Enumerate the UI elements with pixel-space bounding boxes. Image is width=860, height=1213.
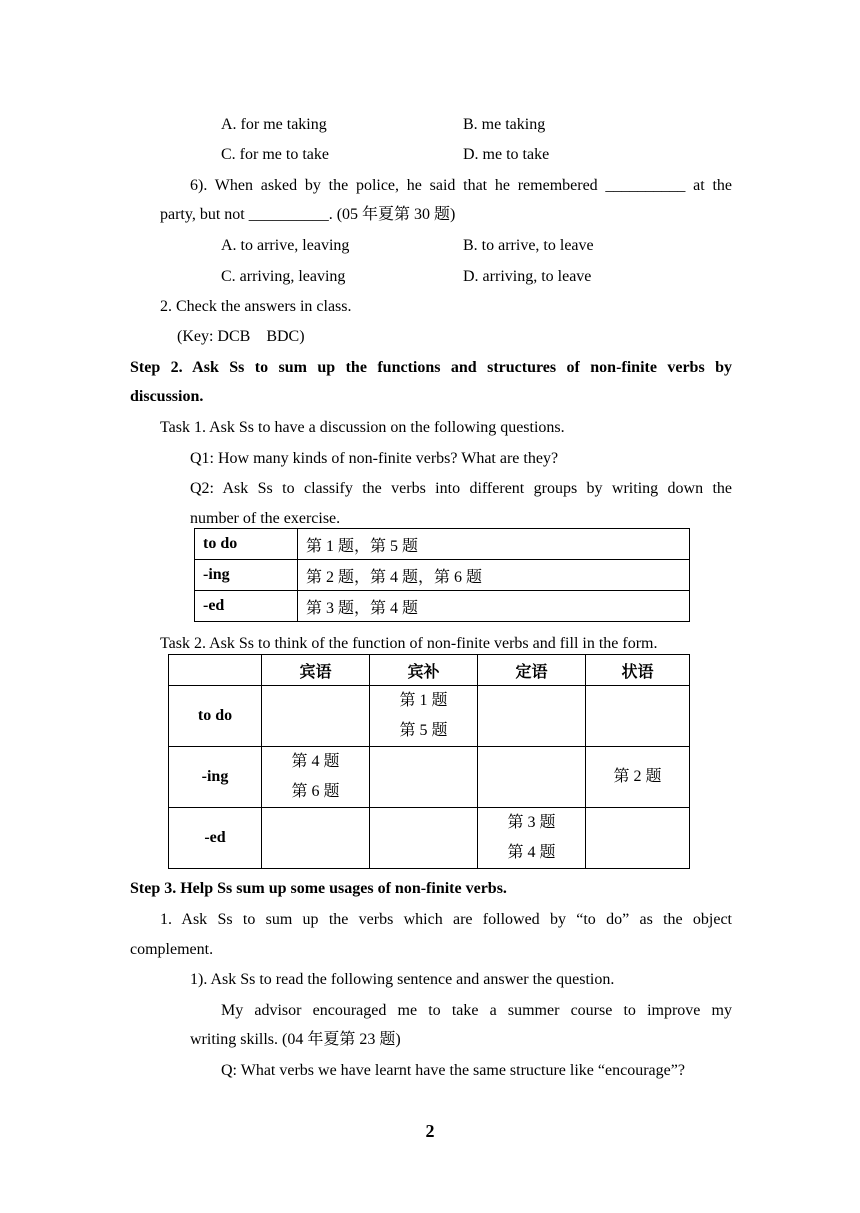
table-cell: 第 2 题，第 4 题，第 6 题 — [298, 560, 690, 591]
table-cell — [262, 686, 370, 747]
option-c: C. for me to take — [221, 146, 329, 163]
table-cell — [370, 808, 478, 869]
check-answers: 2. Check the answers in class. — [160, 298, 352, 315]
table-cell — [370, 747, 478, 808]
table-row — [195, 591, 690, 622]
table-cell: 第 1 题，第 5 题 — [298, 529, 690, 560]
table-row — [195, 560, 690, 591]
step3-item1-line1: 1. Ask Ss to sum up the verbs which are followed by “to do” as the object — [160, 911, 732, 928]
row-label: -ing — [169, 747, 262, 808]
option-d: D. me to take — [463, 146, 550, 163]
table-row — [195, 529, 690, 560]
question-6-line2: party, but not __________. (05 年夏第 30 题) — [160, 206, 456, 223]
row-label: -ed — [169, 808, 262, 869]
table-cell — [586, 808, 690, 869]
q6-option-d: D. arriving, to leave — [463, 268, 592, 285]
task1-text: Task 1. Ask Ss to have a discussion on the following questions. — [160, 419, 565, 436]
step3-heading: Step 3. Help Ss sum up some usages of non-finite verbs. — [130, 880, 507, 897]
task2-text: Task 2. Ask Ss to think of the function of non-finite verbs and fill in the form. — [160, 635, 658, 652]
row-label: to do — [195, 529, 298, 560]
row-label: -ed — [195, 591, 298, 622]
step2-heading-line1: Step 2. Ask Ss to sum up the functions and structures of non-finite verbs by — [130, 359, 732, 376]
header-cell: 定语 — [478, 655, 586, 686]
option-b: B. me taking — [463, 116, 546, 133]
header-cell: 状语 — [586, 655, 690, 686]
option-a: A. for me taking — [221, 116, 327, 133]
row-label: to do — [169, 686, 262, 747]
step2-heading-line2: discussion. — [130, 388, 204, 405]
table-cell — [586, 686, 690, 747]
example-sentence-line1: My advisor encouraged me to take a summer course to improve my — [221, 1002, 732, 1019]
table-cell — [478, 747, 586, 808]
function-table — [168, 654, 690, 869]
page-number: 2 — [425, 1121, 435, 1141]
question-q1: Q1: How many kinds of non-finite verbs? What are they? — [190, 450, 559, 467]
q6-option-c: C. arriving, leaving — [221, 268, 346, 285]
table-cell: 第 2 题 — [586, 747, 690, 808]
table-cell: 第 3 题，第 4 题 — [298, 591, 690, 622]
header-cell: 宾补 — [370, 655, 478, 686]
question-q2-line1: Q2: Ask Ss to classify the verbs into different groups by writing down the — [190, 480, 732, 497]
row-label: -ing — [195, 560, 298, 591]
table-cell — [478, 686, 586, 747]
table-cell — [262, 808, 370, 869]
header-cell — [169, 655, 262, 686]
table-row — [169, 808, 690, 869]
example-sentence-line2: writing skills. (04 年夏第 23 题) — [190, 1031, 401, 1048]
table-header-row — [169, 655, 690, 686]
header-cell: 宾语 — [262, 655, 370, 686]
step3-question: Q: What verbs we have learnt have the same structure like “encourage”? — [221, 1062, 685, 1079]
question-q2-line2: number of the exercise. — [190, 510, 341, 527]
table-cell: 第 3 题 第 4 题 — [478, 808, 586, 869]
table-row — [169, 686, 690, 747]
step3-item1-line2: complement. — [130, 941, 214, 958]
table-row — [169, 747, 690, 808]
step3-sub1: 1). Ask Ss to read the following sentence and answer the question. — [190, 971, 615, 988]
verb-form-table — [194, 528, 690, 622]
q6-option-a: A. to arrive, leaving — [221, 237, 350, 254]
answer-key: (Key: DCB BDC) — [177, 328, 305, 345]
table-cell: 第 1 题 第 5 题 — [370, 686, 478, 747]
q6-option-b: B. to arrive, to leave — [463, 237, 594, 254]
question-6-line1: 6). When asked by the police, he said that he remembered __________ at the — [190, 177, 732, 194]
table-cell: 第 4 题 第 6 题 — [262, 747, 370, 808]
